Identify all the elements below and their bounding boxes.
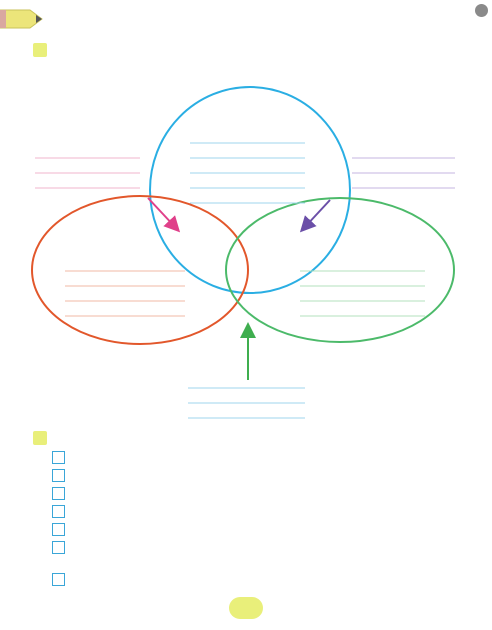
rule-checkbox[interactable] [52,541,65,554]
rule-checkbox[interactable] [52,573,65,586]
rule-checkbox[interactable] [52,523,65,536]
page-number [229,597,263,619]
outside-right-write-lines [352,158,455,188]
bottom-write-lines [188,388,305,418]
friends-write-lines [65,271,185,316]
family-circle [226,198,454,342]
purple-arrow [304,200,330,228]
outside-left-write-lines [35,158,140,188]
rule-checkbox[interactable] [52,487,65,500]
rule-checkbox[interactable] [52,451,65,464]
family-write-lines [300,271,425,316]
rule-checkbox[interactable] [52,505,65,518]
friends-circle [32,196,248,344]
school-write-lines [190,143,305,203]
school-circle [150,87,350,293]
rule-checkbox[interactable] [52,469,65,482]
task-6-number [33,431,47,445]
